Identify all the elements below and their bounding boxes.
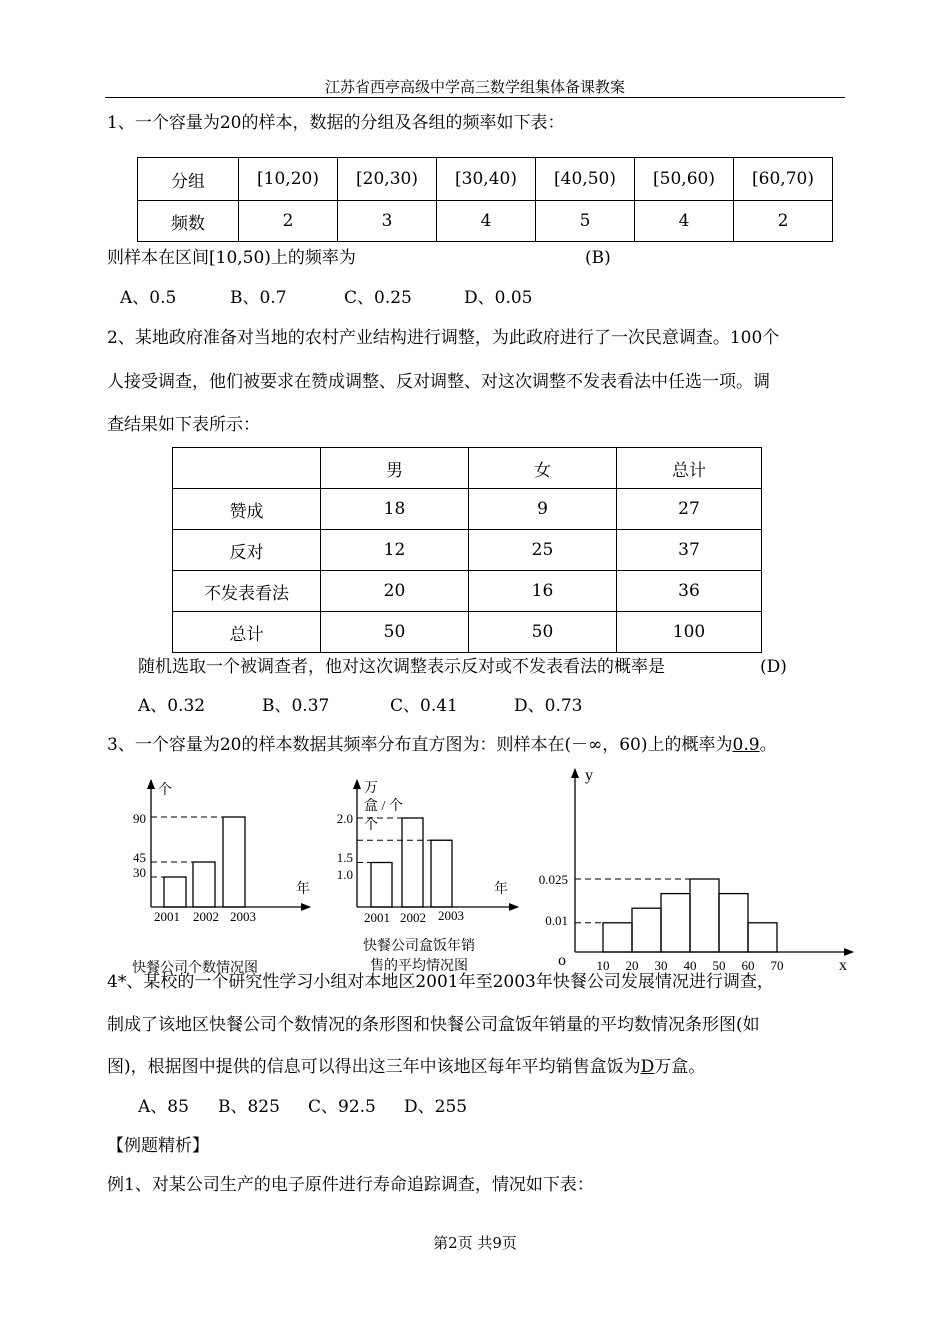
q2-question: 随机选取一个被调查者，他对这次调整表示反对或不发表看法的概率是	[138, 657, 665, 677]
q1-table	[137, 157, 833, 242]
section-heading: 【例题精析】	[107, 1136, 209, 1156]
q1-group: [20,30)	[338, 158, 437, 201]
q4-line3	[107, 1057, 705, 1077]
q4-option-d: D、255	[404, 1097, 468, 1117]
q4-option-b: B、825	[218, 1097, 280, 1117]
q1-question-post: 上的频率为	[270, 248, 356, 268]
chart1-company-count	[132, 780, 310, 976]
q2-cell: 100	[617, 612, 762, 653]
q2-cell: 9	[469, 489, 617, 530]
q2-option-b: B、0.37	[262, 696, 330, 716]
q2-cell: 12	[321, 530, 469, 571]
chart3-x-tick: 40	[683, 958, 697, 973]
chart3-origin: o	[558, 952, 566, 969]
chart1-tick: 30	[133, 865, 146, 880]
chart2-year: 2003	[438, 908, 464, 923]
q2-header-cell	[173, 448, 321, 489]
chart1-caption: 快餐公司个数情况图	[132, 961, 258, 976]
q2-answer: (D)	[760, 657, 787, 677]
chart3-bar	[690, 879, 719, 952]
chart1-bar	[223, 817, 245, 907]
q1-group: [50,60)	[635, 158, 734, 201]
chart3-tick: 0.025	[538, 872, 568, 887]
q2-header-cell: 男	[321, 448, 469, 489]
q1-freq: 2	[734, 201, 833, 242]
chart2-x-unit: 年	[494, 882, 508, 897]
chart2-bar	[371, 863, 392, 908]
q3-end: 。	[759, 735, 777, 755]
chart2-y-unit-3: 个	[364, 818, 378, 833]
charts-figure	[0, 760, 950, 980]
q2-cell: 50	[469, 612, 617, 653]
q1-group: [10,20)	[239, 158, 338, 201]
q1-group: [40,50)	[536, 158, 635, 201]
q1-group: [30,40)	[437, 158, 536, 201]
q3-text	[107, 735, 777, 755]
chart2-caption-2: 售的平均情况图	[370, 959, 468, 974]
q1-option-a: A、0.5	[120, 288, 177, 308]
page-footer: 第2页 共9页	[433, 1234, 517, 1252]
chart3-x-tick: 50	[712, 958, 726, 973]
q1-option-c: C、0.25	[344, 288, 412, 308]
chart3-y-label: y	[585, 767, 593, 784]
q1-freq: 2	[239, 201, 338, 242]
chart2-caption-1: 快餐公司盒饭年销	[363, 939, 475, 954]
chart3-x-tick: 30	[654, 958, 668, 973]
q2-line3: 查结果如下表所示：	[107, 415, 260, 435]
q4-option-c: C、92.5	[308, 1097, 376, 1117]
q1-option-d: D、0.05	[464, 288, 533, 308]
q2-line2: 人接受调查，他们被要求在赞成调整、反对调整、对这次调整不发表看法中任选一项。调	[107, 372, 770, 392]
chart2-tick: 1.5	[336, 850, 353, 865]
page-header: 江苏省西亭高级中学高三数学组集体备课教案	[324, 78, 625, 96]
header-rule	[105, 97, 845, 98]
chart2-y-unit-2: 盒 / 个	[364, 799, 403, 814]
q2-line1: 2、某地政府准备对当地的农村产业结构进行调整，为此政府进行了一次民意调查。100个	[107, 328, 780, 348]
chart3-bar	[661, 894, 690, 952]
q2-cell: 16	[469, 571, 617, 612]
q1-question	[107, 248, 356, 268]
chart1-bar	[164, 877, 186, 907]
q4-line2: 制成了该地区快餐公司个数情况的条形图和快餐公司盒饭年销量的平均数情况条形图(如	[107, 1015, 760, 1035]
q2-option-c: C、0.41	[390, 696, 458, 716]
chart2-year: 2002	[400, 910, 426, 925]
chart3-tick: 0.01	[545, 913, 568, 928]
q2-header-cell: 总计	[617, 448, 762, 489]
q1-freq: 4	[437, 201, 536, 242]
q2-cell: 赞成	[173, 489, 321, 530]
chart1-bar	[193, 862, 215, 907]
chart1-year: 2003	[230, 909, 256, 924]
chart2-tick: 2.0	[336, 811, 353, 826]
example1-text: 例1、对某公司生产的电子原件进行寿命追踪调查，情况如下表：	[107, 1175, 594, 1195]
chart3-x-label: x	[839, 957, 847, 974]
q4-answer: D	[640, 1057, 655, 1077]
chart1-tick: 90	[133, 811, 146, 826]
chart1-year: 2001	[154, 909, 180, 924]
q1-freq: 4	[635, 201, 734, 242]
q3-answer: 0.9	[732, 735, 760, 755]
chart3-x-tick: 20	[625, 958, 639, 973]
q1-row1-label: 分组	[138, 158, 239, 201]
chart2-tick: 1.0	[336, 867, 353, 882]
q1-question-interval: [10,50)	[209, 248, 271, 268]
q1-freq: 3	[338, 201, 437, 242]
chart2-bar	[431, 840, 452, 907]
chart3-bar	[603, 923, 632, 952]
q2-cell: 20	[321, 571, 469, 612]
q4-option-a: A、85	[138, 1097, 189, 1117]
q2-cell: 37	[617, 530, 762, 571]
q1-freq: 5	[536, 201, 635, 242]
chart3-bar	[748, 923, 777, 952]
q1-stem: 1、一个容量为20的样本，数据的分组及各组的频率如下表：	[107, 113, 565, 133]
q4-line3-pre: 图)，根据图中提供的信息可以得出这三年中该地区每年平均销售盒饭为	[107, 1057, 641, 1077]
q2-option-a: A、0.32	[138, 696, 206, 716]
q4-line3-post: 万盒。	[654, 1057, 706, 1077]
chart2-meal-sales	[337, 780, 518, 974]
q2-table	[172, 447, 762, 653]
chart3-histogram	[539, 767, 853, 974]
q2-cell: 36	[617, 571, 762, 612]
q1-question-pre: 则样本在区间	[107, 248, 209, 268]
chart2-year: 2001	[364, 910, 390, 925]
chart3-x-tick: 70	[770, 958, 784, 973]
chart1-tick: 45	[133, 850, 146, 865]
chart2-bar	[402, 818, 423, 907]
q1-option-b: B、0.7	[230, 288, 287, 308]
chart1-x-unit: 年	[296, 882, 310, 897]
q2-cell: 反对	[173, 530, 321, 571]
q2-cell: 27	[617, 489, 762, 530]
q2-cell: 50	[321, 612, 469, 653]
q2-cell: 18	[321, 489, 469, 530]
q1-answer: (B)	[585, 248, 611, 268]
q2-header-cell: 女	[469, 448, 617, 489]
chart1-year: 2002	[193, 909, 219, 924]
q2-cell: 25	[469, 530, 617, 571]
chart3-x-tick: 10	[596, 958, 610, 973]
chart3-bar	[719, 894, 748, 952]
chart3-bar	[632, 908, 661, 952]
q4-line1: 4*、某校的一个研究性学习小组对本地区2001年至2003年快餐公司发展情况进行调查，	[107, 972, 774, 992]
q1-row2-label: 频数	[138, 201, 239, 242]
chart2-y-unit-1: 万	[364, 781, 378, 796]
q2-option-d: D、0.73	[514, 696, 583, 716]
q2-cell: 不发表看法	[173, 571, 321, 612]
q2-cell: 总计	[173, 612, 321, 653]
q3-stem: 3、一个容量为20的样本数据其频率分布直方图为：则样本在(－∞，60)上的概率为	[107, 735, 733, 755]
chart3-x-tick: 60	[741, 958, 755, 973]
q1-group: [60,70)	[734, 158, 833, 201]
chart1-y-unit: 个	[158, 783, 172, 798]
